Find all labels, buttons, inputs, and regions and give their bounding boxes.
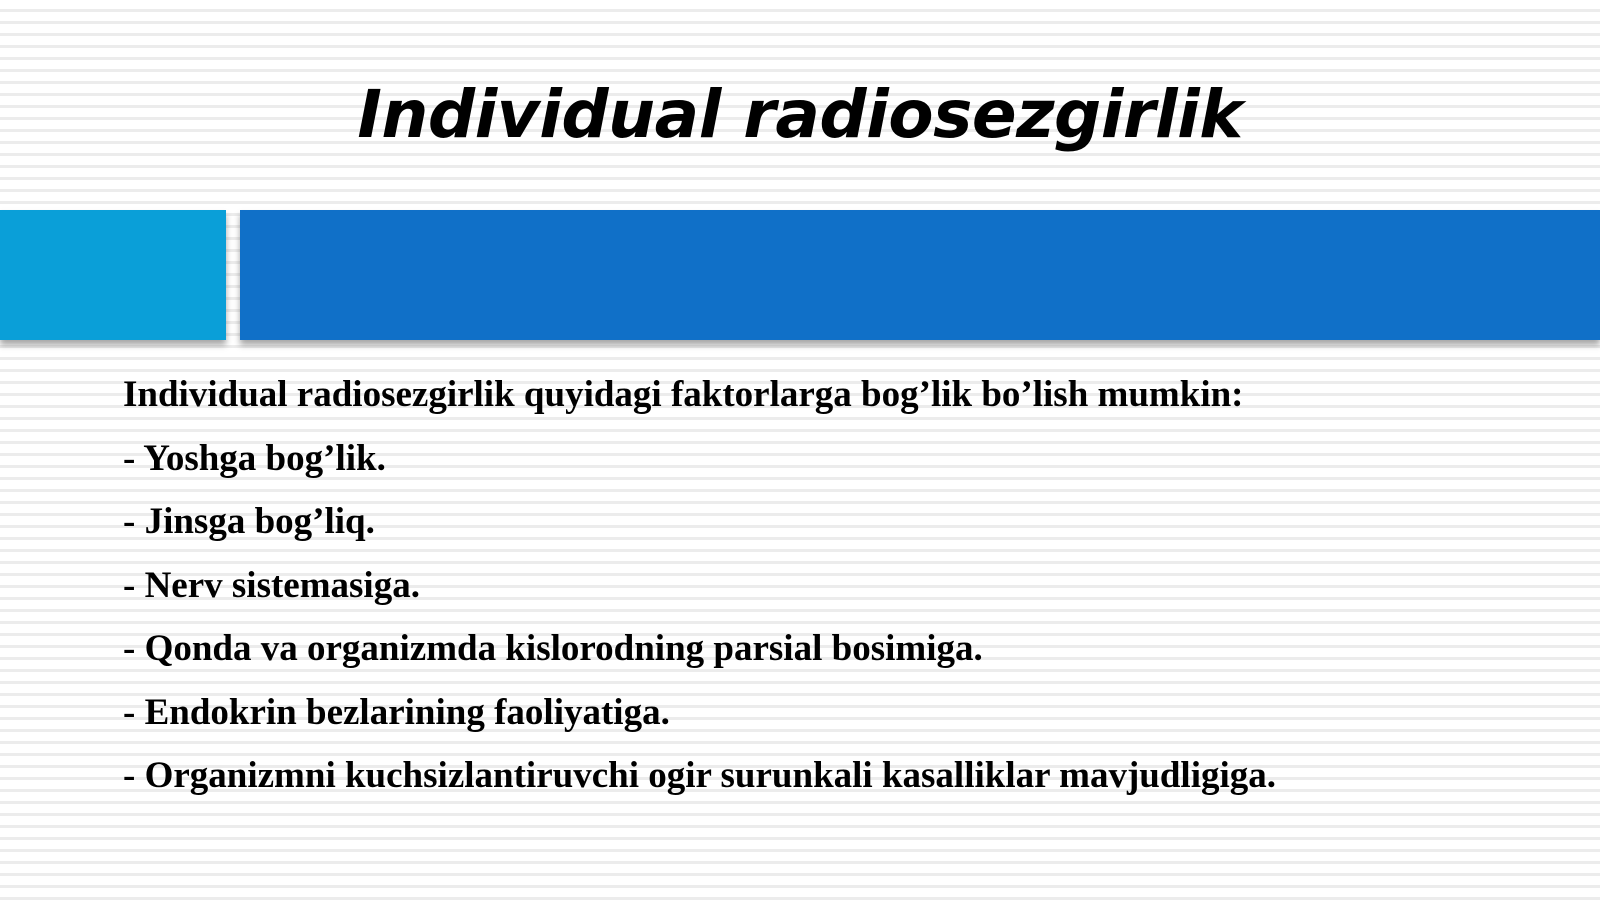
slide-title: Individual radiosezgirlik [357, 76, 1243, 153]
list-item: - Jinsga bog’liq. [123, 501, 375, 542]
banner-bar [240, 210, 1600, 340]
list-item: - Qonda va organizmda kislorodning parsial bosimiga. [123, 628, 983, 669]
list-item: - Endokrin bezlarining faoliyatiga. [123, 691, 670, 733]
list-item: - Organizmni kuchsizlantiruvchi ogir surunkali kasalliklar mavjudligiga. [123, 755, 1277, 796]
list-item: - Nerv sistemasiga. [123, 564, 420, 606]
intro-text: Individual radiosezgirlik quyidagi faktorlarga bog’lik bo’lish mumkin: [123, 374, 1244, 415]
list-item: - Yoshga bog’lik. [123, 437, 386, 479]
accent-block [0, 210, 226, 340]
slide-content [123, 363, 1563, 808]
